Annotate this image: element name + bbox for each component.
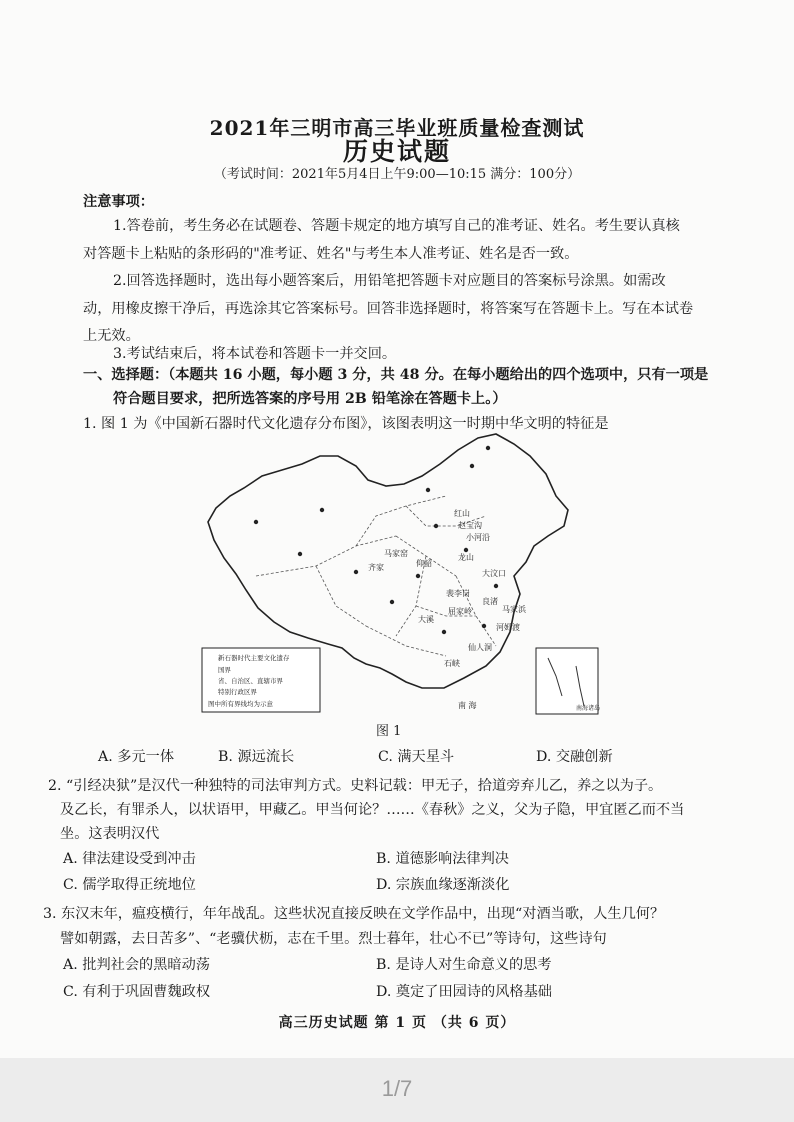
question-2-option-d: D. 宗族血缘逐渐淡化	[376, 877, 510, 893]
site-dot	[486, 446, 490, 450]
site-label: 仰韶	[416, 559, 432, 568]
question-3-option-b: B. 是诗人对生命意义的思考	[376, 957, 552, 973]
site-label: 石峡	[444, 659, 460, 668]
site-label: 河姆渡	[496, 623, 520, 632]
site-label: 龙山	[458, 553, 474, 562]
notice-line: 2.回答选择题时，选出每小题答案后，用铅笔把答题卡对应题目的答案标号涂黑。如需改	[113, 273, 666, 289]
site-label: 马家窑	[384, 549, 408, 558]
site-dot	[320, 508, 324, 512]
site-dot	[298, 552, 302, 556]
question-2-option-b: B. 道德影响法律判决	[376, 851, 509, 867]
site-label: 裴李岗	[446, 589, 470, 598]
site-label: 大溪	[418, 615, 434, 624]
question-3-stem: 3. 东汉末年，瘟疫横行，年年战乱。这些状况直接反映在文学作品中，出现“对酒当歌，人生几何？	[43, 906, 665, 922]
site-label: 红山	[454, 509, 470, 518]
question-3-option-d: D. 奠定了田园诗的风格基础	[376, 984, 552, 1000]
question-1-option-d: D. 交融创新	[536, 749, 613, 765]
site-dot	[494, 584, 498, 588]
notice-line: 1.答卷前，考生务必在试题卷、答题卡规定的地方填写自己的准考证、姓名。考生要认真核	[113, 218, 680, 234]
site-dot	[470, 464, 474, 468]
china-neolithic-map	[196, 426, 606, 718]
question-2-option-c: C. 儒学取得正统地位	[63, 877, 196, 893]
question-1-stem: 1. 图 1 为《中国新石器时代文化遗存分布图》，该图表明这一时期中华文明的特征是	[83, 416, 609, 432]
section-instruction: 符合题目要求，把所选答案的序号用 2B 铅笔涂在答题卡上。）	[113, 391, 507, 407]
legend-item: 省、自治区、直辖市界	[218, 677, 283, 685]
site-label: 良渚	[482, 597, 498, 606]
legend-item: 国界	[218, 666, 231, 674]
legend-item: 特别行政区界	[218, 688, 257, 696]
question-3-option-c: C. 有利于巩固曹魏政权	[63, 984, 211, 1000]
question-3-stem: 譬如朝露，去日苦多”、“老骥伏枥，志在千里。烈士暮年，壮心不已”等诗句，这些诗句	[60, 931, 607, 947]
notice-line: 动，用橡皮擦干净后，再选涂其它答案标号。回答非选择题时，将答案写在答题卡上。写在本试卷	[83, 301, 694, 317]
site-label: 小河沿	[466, 533, 490, 542]
site-label: 齐家	[368, 563, 384, 572]
notice-line: 对答题卡上粘贴的条形码的"准考证、姓名"与考生本人准考证、姓名是否一致。	[83, 246, 579, 262]
site-dot	[354, 570, 358, 574]
site-dot	[254, 520, 258, 524]
question-2-option-a: A. 律法建设受到冲击	[63, 851, 196, 867]
site-dot	[434, 524, 438, 528]
site-dot	[390, 600, 394, 604]
question-1-option-a: A. 多元一体	[98, 749, 175, 765]
site-dot	[416, 574, 420, 578]
site-label: 赵宝沟	[458, 521, 482, 530]
question-2-stem: 及乙长，有罪杀人，以状语甲，甲藏乙。甲当何论？……《春秋》之义，父为子隐，甲宜匿乙而不当	[60, 802, 685, 818]
page-footer: 高三历史试题 第 1 页 （共 6 页）	[278, 1015, 516, 1031]
site-label: 屈家岭	[448, 607, 472, 616]
section-instruction: 一、选择题：（本题共 16 小题，每小题 3 分，共 48 分。在每小题给出的四个选项中，只有一项是	[83, 367, 709, 383]
exam-title: 2021年三明市高三毕业班质量检查测试	[209, 116, 585, 140]
site-dot	[482, 624, 486, 628]
notice-heading: 注意事项：	[83, 194, 154, 210]
question-2-stem: 2. “引经决狱”是汉代一种独特的司法审判方式。史料记载：甲无子，拾道旁弃儿乙，养之以为子。	[48, 778, 663, 794]
site-dots	[254, 446, 498, 634]
figure-label: 图 1	[376, 724, 402, 739]
legend-item: 图中所有界线均为示意	[208, 700, 273, 708]
question-1-option-c: C. 满天星斗	[378, 749, 455, 765]
sea-label: 南 海	[458, 701, 477, 710]
site-label: 马家浜	[502, 605, 526, 614]
notice-line: 3.考试结束后，将本试卷和答题卡一并交回。	[113, 346, 397, 362]
notice-line: 上无效。	[83, 328, 140, 344]
site-dot	[464, 548, 468, 552]
exam-info: （考试时间：2021年5月4日上午9:00—10:15 满分：100分）	[213, 167, 581, 182]
legend-title: 新石器时代主要文化遗存	[218, 654, 290, 662]
site-dot	[426, 488, 430, 492]
site-dot	[442, 630, 446, 634]
subject-title: 历史试题	[342, 137, 451, 166]
site-label: 大汶口	[482, 569, 506, 578]
question-3-option-a: A. 批判社会的黑暗动荡	[63, 957, 210, 973]
inset-label: 南海诸岛	[576, 705, 601, 712]
question-1-option-b: B. 源远流长	[218, 749, 295, 765]
question-2-stem: 坐。这表明汉代	[60, 826, 160, 842]
page-indicator: 1/7	[381, 1076, 413, 1101]
site-label: 仙人洞	[468, 643, 492, 652]
